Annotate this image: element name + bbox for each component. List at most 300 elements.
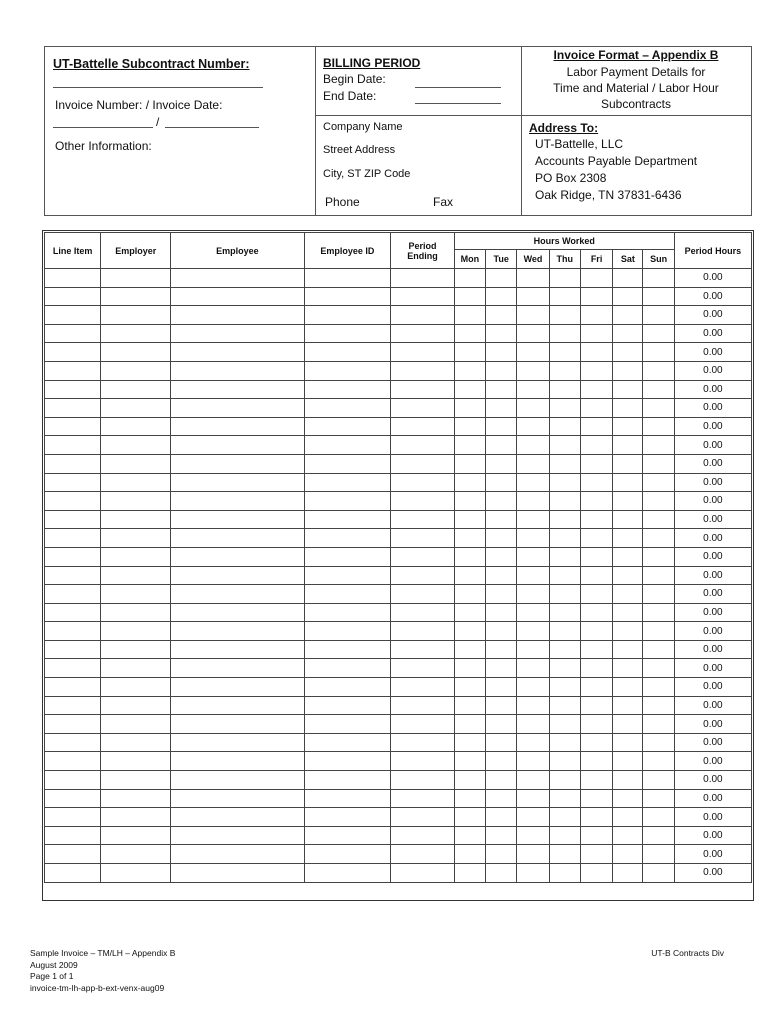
table-cell[interactable]	[454, 547, 485, 566]
table-cell[interactable]	[454, 659, 485, 678]
table-cell[interactable]	[454, 603, 485, 622]
table-cell[interactable]	[45, 436, 101, 455]
table-cell[interactable]	[45, 789, 101, 808]
table-cell[interactable]	[171, 771, 304, 790]
table-cell[interactable]	[643, 492, 674, 511]
table-cell[interactable]	[454, 454, 485, 473]
table-cell[interactable]	[171, 324, 304, 343]
table-cell[interactable]	[101, 380, 171, 399]
table-cell[interactable]	[549, 715, 580, 734]
table-cell[interactable]	[643, 659, 674, 678]
table-cell[interactable]	[304, 454, 391, 473]
table-cell[interactable]	[517, 436, 549, 455]
table-cell[interactable]	[517, 454, 549, 473]
table-cell[interactable]	[391, 640, 455, 659]
table-cell[interactable]	[45, 492, 101, 511]
table-cell[interactable]	[101, 510, 171, 529]
table-cell[interactable]	[517, 752, 549, 771]
table-cell[interactable]	[613, 659, 643, 678]
table-cell[interactable]	[171, 417, 304, 436]
table-cell[interactable]	[171, 566, 304, 585]
table-cell[interactable]	[486, 287, 517, 306]
table-cell[interactable]	[391, 492, 455, 511]
table-cell[interactable]	[391, 436, 455, 455]
table-cell[interactable]	[613, 789, 643, 808]
table-cell[interactable]	[45, 473, 101, 492]
table-cell[interactable]	[613, 585, 643, 604]
table-cell[interactable]	[391, 789, 455, 808]
table-cell[interactable]	[643, 361, 674, 380]
table-cell[interactable]	[171, 808, 304, 827]
table-cell[interactable]	[613, 715, 643, 734]
table-cell[interactable]	[171, 733, 304, 752]
table-cell[interactable]	[45, 324, 101, 343]
table-cell[interactable]	[171, 864, 304, 883]
table-cell[interactable]	[454, 752, 485, 771]
table-cell[interactable]	[643, 566, 674, 585]
table-cell[interactable]	[45, 864, 101, 883]
table-cell[interactable]	[643, 752, 674, 771]
table-cell[interactable]	[101, 585, 171, 604]
end-date-field[interactable]	[415, 103, 501, 104]
table-cell[interactable]	[45, 603, 101, 622]
table-cell[interactable]	[549, 845, 580, 864]
table-cell[interactable]	[613, 380, 643, 399]
table-cell[interactable]	[643, 845, 674, 864]
table-cell[interactable]	[580, 640, 612, 659]
table-cell[interactable]	[45, 808, 101, 827]
table-cell[interactable]	[613, 864, 643, 883]
table-cell[interactable]	[643, 454, 674, 473]
table-cell[interactable]	[391, 399, 455, 418]
table-cell[interactable]	[643, 529, 674, 548]
table-cell[interactable]	[580, 659, 612, 678]
table-cell[interactable]	[171, 343, 304, 362]
table-cell[interactable]	[486, 566, 517, 585]
table-cell[interactable]	[613, 399, 643, 418]
table-cell[interactable]	[580, 492, 612, 511]
table-cell[interactable]	[391, 864, 455, 883]
table-cell[interactable]	[549, 789, 580, 808]
table-cell[interactable]	[391, 361, 455, 380]
table-cell[interactable]	[613, 696, 643, 715]
table-cell[interactable]	[304, 808, 391, 827]
table-cell[interactable]	[486, 585, 517, 604]
table-cell[interactable]	[454, 622, 485, 641]
table-cell[interactable]	[304, 622, 391, 641]
table-cell[interactable]	[486, 361, 517, 380]
table-cell[interactable]	[613, 547, 643, 566]
table-cell[interactable]	[171, 547, 304, 566]
table-cell[interactable]	[549, 399, 580, 418]
table-cell[interactable]	[549, 585, 580, 604]
table-cell[interactable]	[171, 492, 304, 511]
table-cell[interactable]	[391, 287, 455, 306]
table-cell[interactable]	[454, 399, 485, 418]
table-cell[interactable]	[304, 473, 391, 492]
table-cell[interactable]	[171, 845, 304, 864]
table-cell[interactable]	[643, 696, 674, 715]
table-cell[interactable]	[549, 324, 580, 343]
table-cell[interactable]	[45, 659, 101, 678]
table-cell[interactable]	[517, 845, 549, 864]
table-cell[interactable]	[101, 678, 171, 697]
table-cell[interactable]	[391, 380, 455, 399]
table-cell[interactable]	[613, 733, 643, 752]
table-cell[interactable]	[454, 696, 485, 715]
table-cell[interactable]	[486, 492, 517, 511]
table-cell[interactable]	[454, 678, 485, 697]
table-cell[interactable]	[549, 696, 580, 715]
table-cell[interactable]	[613, 622, 643, 641]
table-cell[interactable]	[454, 380, 485, 399]
table-cell[interactable]	[580, 603, 612, 622]
table-cell[interactable]	[391, 696, 455, 715]
table-cell[interactable]	[643, 603, 674, 622]
table-cell[interactable]	[454, 640, 485, 659]
table-cell[interactable]	[304, 733, 391, 752]
table-cell[interactable]	[517, 492, 549, 511]
table-cell[interactable]	[171, 640, 304, 659]
table-cell[interactable]	[304, 789, 391, 808]
table-cell[interactable]	[580, 473, 612, 492]
table-cell[interactable]	[486, 845, 517, 864]
table-cell[interactable]	[549, 510, 580, 529]
table-cell[interactable]	[580, 436, 612, 455]
table-cell[interactable]	[45, 529, 101, 548]
table-cell[interactable]	[643, 269, 674, 288]
table-cell[interactable]	[643, 864, 674, 883]
table-cell[interactable]	[391, 826, 455, 845]
table-cell[interactable]	[517, 269, 549, 288]
table-cell[interactable]	[171, 454, 304, 473]
table-cell[interactable]	[517, 361, 549, 380]
table-cell[interactable]	[486, 659, 517, 678]
table-cell[interactable]	[580, 771, 612, 790]
table-cell[interactable]	[454, 343, 485, 362]
table-cell[interactable]	[486, 510, 517, 529]
table-cell[interactable]	[101, 622, 171, 641]
table-cell[interactable]	[643, 622, 674, 641]
table-cell[interactable]	[486, 547, 517, 566]
table-cell[interactable]	[517, 808, 549, 827]
table-cell[interactable]	[454, 845, 485, 864]
table-cell[interactable]	[613, 454, 643, 473]
table-cell[interactable]	[486, 789, 517, 808]
table-cell[interactable]	[171, 436, 304, 455]
table-cell[interactable]	[101, 659, 171, 678]
table-cell[interactable]	[549, 380, 580, 399]
table-cell[interactable]	[304, 269, 391, 288]
table-cell[interactable]	[580, 789, 612, 808]
table-cell[interactable]	[580, 678, 612, 697]
table-cell[interactable]	[613, 287, 643, 306]
table-cell[interactable]	[101, 324, 171, 343]
table-cell[interactable]	[486, 343, 517, 362]
table-cell[interactable]	[171, 696, 304, 715]
table-cell[interactable]	[304, 696, 391, 715]
table-cell[interactable]	[304, 380, 391, 399]
table-cell[interactable]	[549, 343, 580, 362]
table-cell[interactable]	[486, 399, 517, 418]
table-cell[interactable]	[391, 324, 455, 343]
table-cell[interactable]	[101, 603, 171, 622]
table-cell[interactable]	[580, 269, 612, 288]
table-cell[interactable]	[643, 789, 674, 808]
table-cell[interactable]	[304, 529, 391, 548]
table-cell[interactable]	[549, 659, 580, 678]
table-cell[interactable]	[45, 752, 101, 771]
table-cell[interactable]	[580, 715, 612, 734]
table-cell[interactable]	[486, 436, 517, 455]
table-cell[interactable]	[171, 361, 304, 380]
table-cell[interactable]	[171, 510, 304, 529]
table-cell[interactable]	[171, 752, 304, 771]
table-cell[interactable]	[613, 566, 643, 585]
table-cell[interactable]	[391, 269, 455, 288]
table-cell[interactable]	[171, 585, 304, 604]
table-cell[interactable]	[517, 864, 549, 883]
table-cell[interactable]	[613, 510, 643, 529]
table-cell[interactable]	[517, 603, 549, 622]
table-cell[interactable]	[580, 417, 612, 436]
table-cell[interactable]	[101, 789, 171, 808]
table-cell[interactable]	[304, 306, 391, 325]
table-cell[interactable]	[517, 789, 549, 808]
table-cell[interactable]	[549, 492, 580, 511]
table-cell[interactable]	[391, 566, 455, 585]
table-cell[interactable]	[171, 826, 304, 845]
table-cell[interactable]	[549, 454, 580, 473]
table-cell[interactable]	[580, 510, 612, 529]
table-cell[interactable]	[643, 771, 674, 790]
table-cell[interactable]	[517, 826, 549, 845]
table-cell[interactable]	[304, 585, 391, 604]
table-cell[interactable]	[580, 826, 612, 845]
table-cell[interactable]	[643, 306, 674, 325]
table-cell[interactable]	[613, 473, 643, 492]
table-cell[interactable]	[304, 715, 391, 734]
table-cell[interactable]	[171, 603, 304, 622]
table-cell[interactable]	[517, 771, 549, 790]
table-cell[interactable]	[304, 771, 391, 790]
table-cell[interactable]	[549, 864, 580, 883]
table-cell[interactable]	[613, 678, 643, 697]
table-cell[interactable]	[391, 771, 455, 790]
table-cell[interactable]	[613, 436, 643, 455]
table-cell[interactable]	[549, 678, 580, 697]
table-cell[interactable]	[454, 473, 485, 492]
table-cell[interactable]	[304, 547, 391, 566]
table-cell[interactable]	[580, 547, 612, 566]
table-cell[interactable]	[101, 492, 171, 511]
table-cell[interactable]	[643, 640, 674, 659]
table-cell[interactable]	[517, 473, 549, 492]
table-cell[interactable]	[454, 269, 485, 288]
table-cell[interactable]	[391, 808, 455, 827]
table-cell[interactable]	[171, 789, 304, 808]
table-cell[interactable]	[454, 808, 485, 827]
table-cell[interactable]	[486, 808, 517, 827]
table-cell[interactable]	[486, 380, 517, 399]
table-cell[interactable]	[549, 622, 580, 641]
table-cell[interactable]	[517, 678, 549, 697]
table-cell[interactable]	[391, 845, 455, 864]
table-cell[interactable]	[549, 826, 580, 845]
table-cell[interactable]	[304, 343, 391, 362]
table-cell[interactable]	[304, 361, 391, 380]
table-cell[interactable]	[101, 529, 171, 548]
table-cell[interactable]	[580, 454, 612, 473]
table-cell[interactable]	[45, 585, 101, 604]
table-cell[interactable]	[549, 547, 580, 566]
table-cell[interactable]	[101, 269, 171, 288]
table-cell[interactable]	[517, 733, 549, 752]
table-cell[interactable]	[517, 399, 549, 418]
table-cell[interactable]	[613, 269, 643, 288]
table-cell[interactable]	[391, 715, 455, 734]
table-cell[interactable]	[517, 566, 549, 585]
table-cell[interactable]	[613, 603, 643, 622]
table-cell[interactable]	[171, 715, 304, 734]
table-cell[interactable]	[45, 510, 101, 529]
table-cell[interactable]	[517, 640, 549, 659]
table-cell[interactable]	[391, 733, 455, 752]
table-cell[interactable]	[454, 510, 485, 529]
table-cell[interactable]	[45, 622, 101, 641]
table-cell[interactable]	[304, 864, 391, 883]
table-cell[interactable]	[517, 696, 549, 715]
table-cell[interactable]	[391, 510, 455, 529]
table-cell[interactable]	[549, 436, 580, 455]
table-cell[interactable]	[486, 771, 517, 790]
table-cell[interactable]	[549, 361, 580, 380]
table-cell[interactable]	[171, 269, 304, 288]
table-cell[interactable]	[45, 826, 101, 845]
table-cell[interactable]	[391, 585, 455, 604]
table-cell[interactable]	[101, 547, 171, 566]
table-cell[interactable]	[304, 492, 391, 511]
table-cell[interactable]	[45, 715, 101, 734]
table-cell[interactable]	[454, 715, 485, 734]
table-cell[interactable]	[45, 306, 101, 325]
table-cell[interactable]	[391, 473, 455, 492]
table-cell[interactable]	[101, 826, 171, 845]
table-cell[interactable]	[517, 417, 549, 436]
table-cell[interactable]	[517, 287, 549, 306]
table-cell[interactable]	[580, 529, 612, 548]
table-cell[interactable]	[549, 640, 580, 659]
table-cell[interactable]	[486, 454, 517, 473]
table-cell[interactable]	[517, 380, 549, 399]
table-cell[interactable]	[454, 864, 485, 883]
table-cell[interactable]	[580, 287, 612, 306]
table-cell[interactable]	[171, 622, 304, 641]
table-cell[interactable]	[643, 585, 674, 604]
table-cell[interactable]	[613, 640, 643, 659]
table-cell[interactable]	[101, 733, 171, 752]
table-cell[interactable]	[391, 622, 455, 641]
table-cell[interactable]	[101, 752, 171, 771]
table-cell[interactable]	[613, 361, 643, 380]
table-cell[interactable]	[304, 566, 391, 585]
table-cell[interactable]	[304, 640, 391, 659]
table-cell[interactable]	[45, 733, 101, 752]
table-cell[interactable]	[304, 287, 391, 306]
table-cell[interactable]	[45, 696, 101, 715]
table-cell[interactable]	[45, 343, 101, 362]
table-cell[interactable]	[101, 640, 171, 659]
table-cell[interactable]	[45, 454, 101, 473]
table-cell[interactable]	[454, 789, 485, 808]
table-cell[interactable]	[613, 845, 643, 864]
table-cell[interactable]	[486, 826, 517, 845]
table-cell[interactable]	[580, 343, 612, 362]
table-cell[interactable]	[549, 771, 580, 790]
table-cell[interactable]	[549, 269, 580, 288]
table-cell[interactable]	[486, 622, 517, 641]
table-cell[interactable]	[486, 324, 517, 343]
table-cell[interactable]	[101, 845, 171, 864]
table-cell[interactable]	[391, 417, 455, 436]
table-cell[interactable]	[580, 733, 612, 752]
table-cell[interactable]	[580, 864, 612, 883]
table-cell[interactable]	[613, 529, 643, 548]
table-cell[interactable]	[580, 696, 612, 715]
table-cell[interactable]	[517, 343, 549, 362]
table-cell[interactable]	[304, 436, 391, 455]
table-cell[interactable]	[517, 306, 549, 325]
table-cell[interactable]	[643, 678, 674, 697]
table-cell[interactable]	[391, 529, 455, 548]
table-cell[interactable]	[454, 826, 485, 845]
table-cell[interactable]	[486, 473, 517, 492]
table-cell[interactable]	[45, 417, 101, 436]
table-cell[interactable]	[101, 808, 171, 827]
table-cell[interactable]	[101, 361, 171, 380]
table-cell[interactable]	[45, 845, 101, 864]
table-cell[interactable]	[101, 864, 171, 883]
table-cell[interactable]	[304, 324, 391, 343]
table-cell[interactable]	[643, 547, 674, 566]
table-cell[interactable]	[643, 436, 674, 455]
table-cell[interactable]	[613, 826, 643, 845]
table-cell[interactable]	[391, 603, 455, 622]
table-cell[interactable]	[171, 529, 304, 548]
table-cell[interactable]	[304, 752, 391, 771]
table-cell[interactable]	[171, 659, 304, 678]
table-cell[interactable]	[580, 380, 612, 399]
table-cell[interactable]	[486, 640, 517, 659]
table-cell[interactable]	[580, 622, 612, 641]
table-cell[interactable]	[101, 306, 171, 325]
table-cell[interactable]	[391, 547, 455, 566]
invoice-number-field[interactable]	[53, 127, 153, 128]
table-cell[interactable]	[486, 733, 517, 752]
table-cell[interactable]	[304, 399, 391, 418]
table-cell[interactable]	[304, 826, 391, 845]
table-cell[interactable]	[454, 529, 485, 548]
table-cell[interactable]	[391, 343, 455, 362]
table-cell[interactable]	[643, 399, 674, 418]
table-cell[interactable]	[643, 417, 674, 436]
table-cell[interactable]	[391, 678, 455, 697]
table-cell[interactable]	[304, 659, 391, 678]
table-cell[interactable]	[304, 678, 391, 697]
table-cell[interactable]	[613, 417, 643, 436]
table-cell[interactable]	[613, 771, 643, 790]
table-cell[interactable]	[171, 473, 304, 492]
